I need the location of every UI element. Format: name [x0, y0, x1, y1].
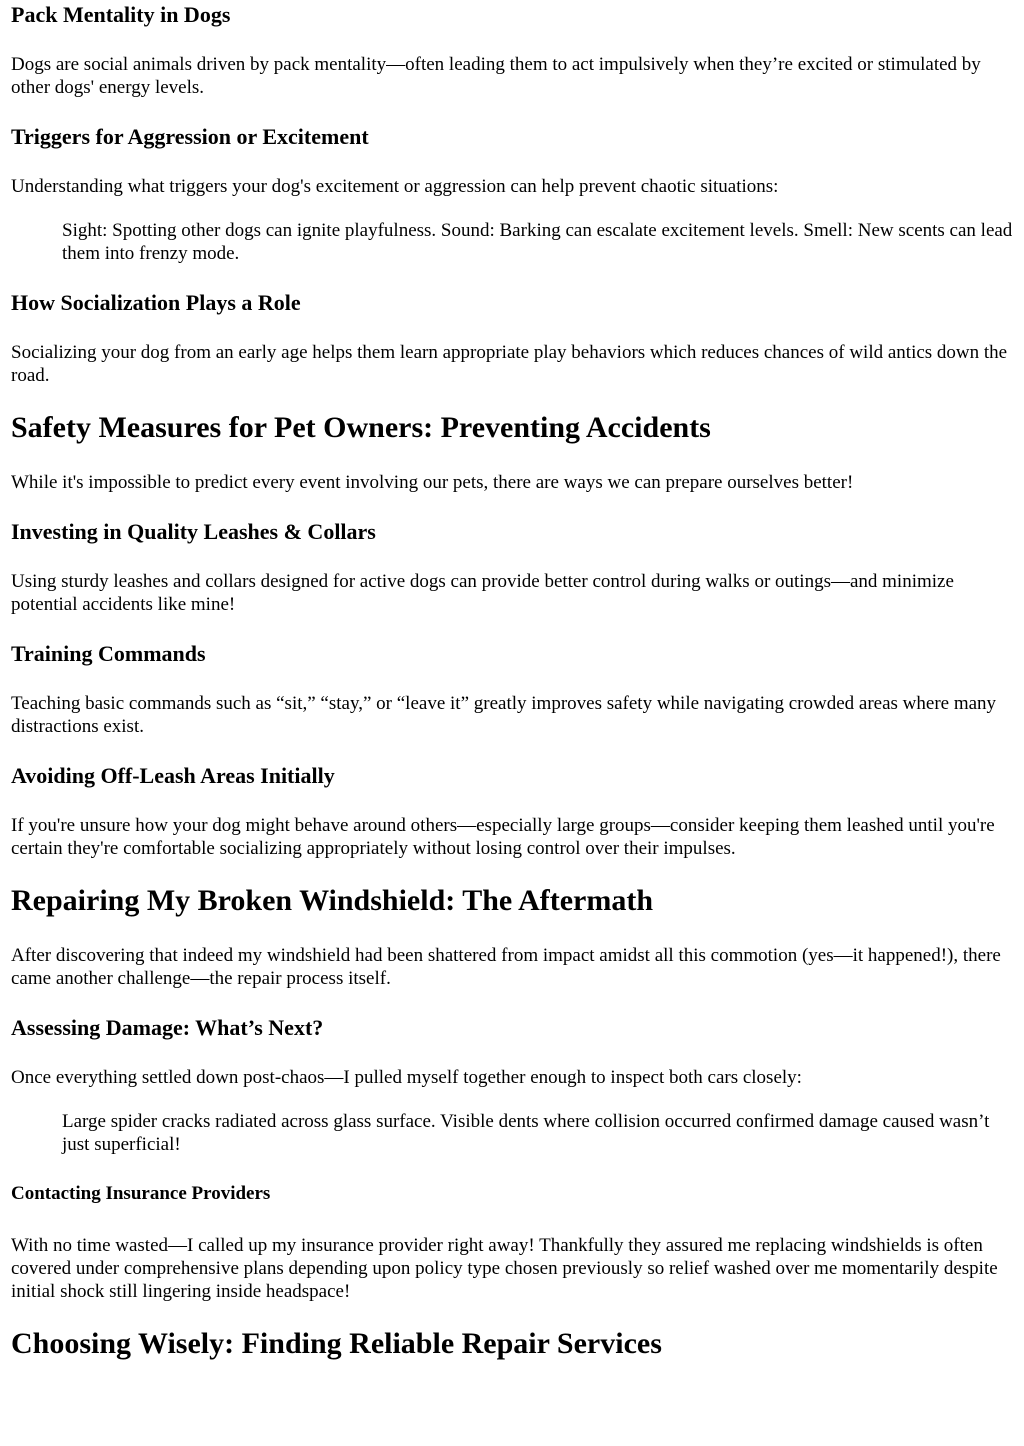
section-heading-triggers: Triggers for Aggression or Excitement — [11, 124, 369, 149]
section-heading-repair: Repairing My Broken Windshield: The Aftermath — [11, 884, 654, 917]
paragraph-safety: While it's impossible to predict every event involving our pets, there are ways we can prepare ourselves better! — [11, 472, 854, 493]
paragraph-socialization: Socializing your dog from an early age helps them learn appropriate play behaviors which reduces chances of wild antics down the road. — [11, 342, 1008, 386]
section-heading-socialization: How Socialization Plays a Role — [11, 290, 301, 315]
paragraph-triggers: Understanding what triggers your dog's excitement or aggression can help prevent chaotic situations: — [11, 176, 779, 197]
section-heading-pack-mentality: Pack Mentality in Dogs — [11, 2, 231, 27]
paragraph-leashes: Using sturdy leashes and collars designed for active dogs can provide better control during walks or outings—and minimize potential accidents like mine! — [11, 571, 954, 615]
section-heading-choosing: Choosing Wisely: Finding Reliable Repair Services — [11, 1327, 662, 1360]
paragraph-assessing: Once everything settled down post-chaos—I pulled myself together enough to inspect both cars closely: — [11, 1067, 802, 1088]
paragraph-repair: After discovering that indeed my windshield had been shattered from impact amidst all this commotion (yes—it happened!), there came another challenge—the repair process itself. — [11, 945, 1001, 989]
paragraph-insurance: With no time wasted—I called up my insurance provider right away! Thankfully they assured me replacing windshields is often covered under comprehensive plans depending upon policy type chosen previously so relief washed over me momentarily despite initial shock still lingering inside headspace! — [11, 1235, 998, 1302]
section-heading-off-leash: Avoiding Off-Leash Areas Initially — [11, 763, 335, 788]
paragraph-pack-mentality: Dogs are social animals driven by pack mentality—often leading them to act impulsively when they’re excited or stimulated by other dogs' energy levels. — [11, 54, 981, 98]
section-heading-assessing: Assessing Damage: What’s Next? — [11, 1015, 324, 1040]
section-heading-insurance: Contacting Insurance Providers — [11, 1183, 271, 1204]
section-heading-leashes: Investing in Quality Leashes & Collars — [11, 519, 376, 544]
paragraph-training: Teaching basic commands such as “sit,” “stay,” or “leave it” greatly improves safety while navigating crowded areas where many distractions exist. — [11, 693, 997, 737]
section-heading-safety: Safety Measures for Pet Owners: Preventing Accidents — [11, 411, 711, 444]
section-heading-training: Training Commands — [11, 641, 206, 666]
paragraph-off-leash: If you're unsure how your dog might behave around others—especially large groups—consider keeping them leashed until you're certain they're comfortable socializing appropriately without losing control over their impulses. — [11, 815, 995, 859]
blockquote-damage: Large spider cracks radiated across glass surface. Visible dents where collision occurred confirmed damage caused wasn’t just superficial! — [62, 1111, 990, 1155]
blockquote-triggers: Sight: Spotting other dogs can ignite playfulness. Sound: Barking can escalate excitement levels. Smell: New scents can lead them into frenzy mode. — [62, 220, 1013, 264]
